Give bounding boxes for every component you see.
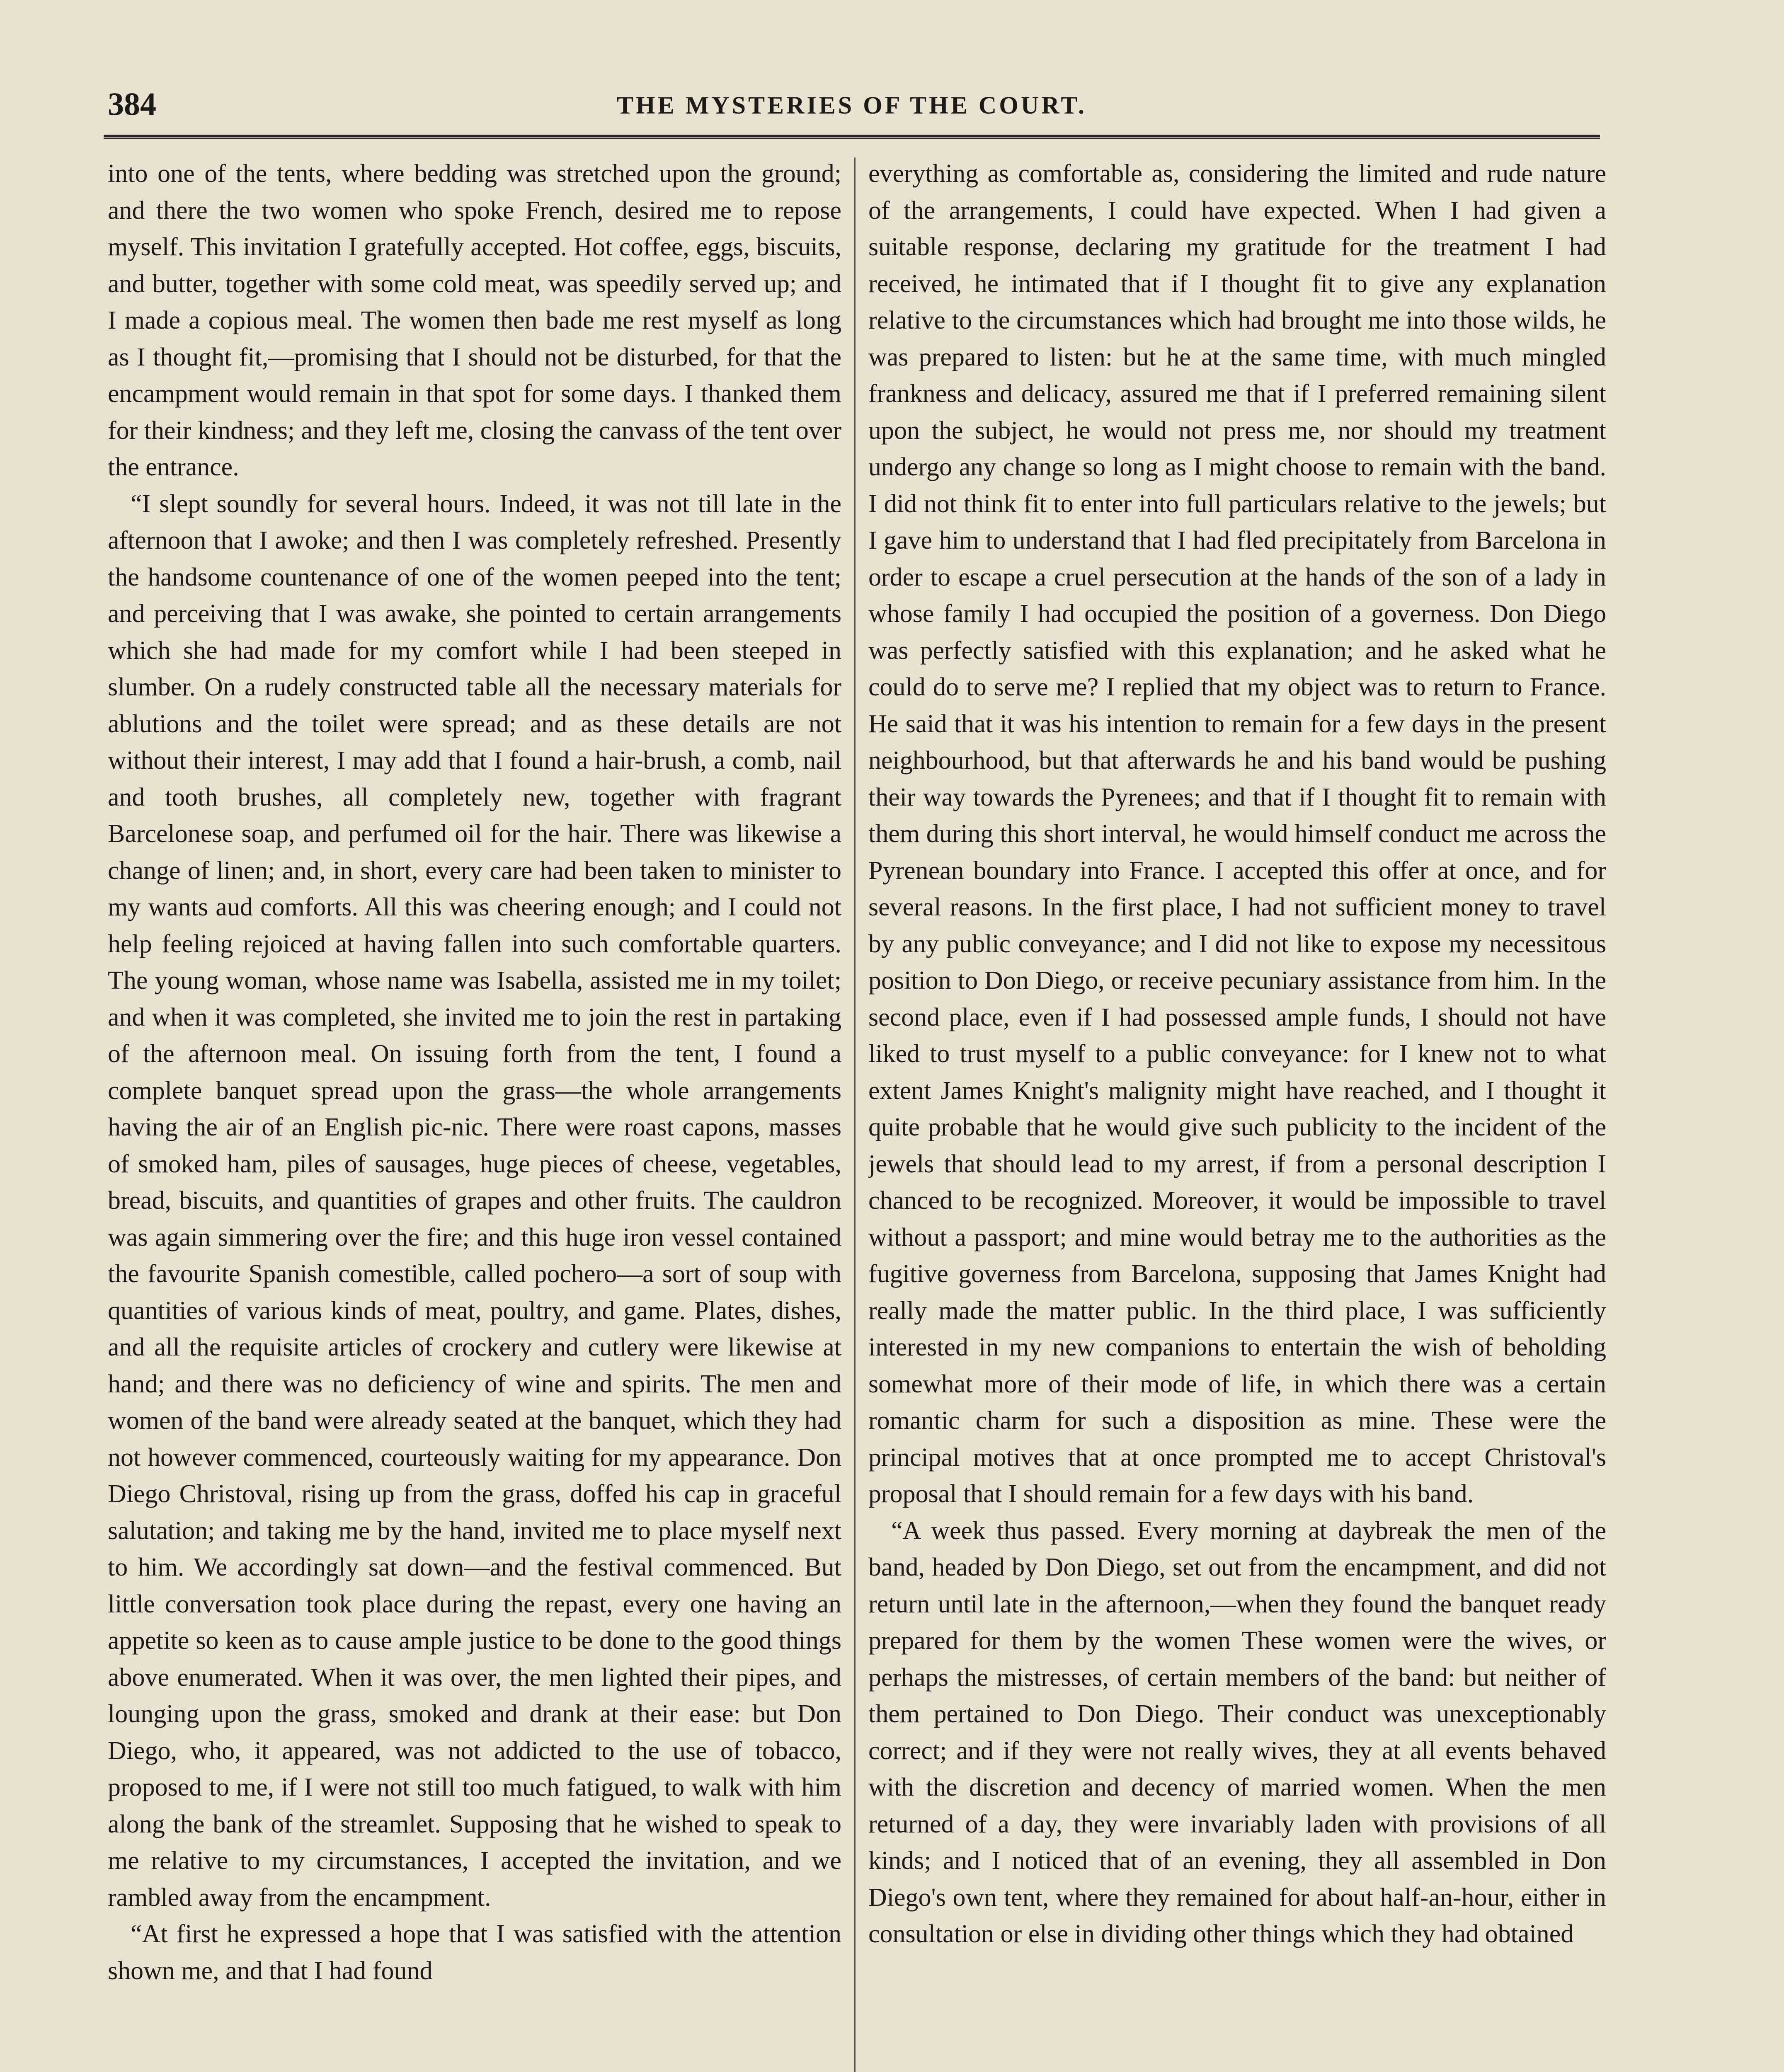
page-number: 384 [108,86,156,122]
paragraph: “At first he expressed a hope that I was satisfied with the attention shown me, and that I had found [108,1920,841,1985]
column-divider [854,157,856,2072]
page-header [108,78,1596,128]
paragraph: “A week thus passed. Every morning at daybreak the men of the band, headed by Don Diego, set out from the encampment, and did not return until late in the afternoon,—when they found the banquet ready prepared for them by the women These women were the wives, or perhaps the mistresses, of certain members of the band: but neither of them pertained to Don Diego. Their conduct was unexceptionably correct; and if they were not really wives, they at all events behaved with the discretion and decency of married women. When the men returned of a day, they were invariably laden with provisions of all kinds; and I noticed that of an evening, they all assembled in Don Diego's own tent, where they remained for about half-an-hour, either in consultation or else in dividing other things which they had obtained [868,1516,1606,1948]
paragraph: “I slept soundly for several hours. Indeed, it was not till late in the afternoon that I awoke; and then I was completely refreshed. Presently the handsome countenance of one of the women peeped into the tent; and perceiving that I was awake, she pointed to certain arrangements which she had made for my comfort while I had been steeped in slumber. On a rudely constructed table all the necessary materials for ablutions and the toilet were spread; and as these details are not without their interest, I may add that I found a hair-brush, a comb, nail and tooth brushes, all completely new, together with fragrant Barcelonese soap, and perfumed oil for the hair. There was likewise a change of linen; and, in short, every care had been taken to minister to my wants aud comforts. All this was cheering enough; and I could not help feeling rejoiced at having fallen into such comfortable quarters. The young woman, whose name was Isabella, assisted me in my toilet; and when it was completed, she invited me to join the rest in partaking of the afternoon meal. On issuing forth from the tent, I found a complete banquet spread upon the grass—the whole arrangements having the air of an English pic-nic. There were roast capons, masses of smoked ham, piles of sausages, huge pieces of cheese, vegetables, bread, biscuits, and quantities of grapes and other fruits. The cauldron was again simmering over the fire; and this huge iron vessel contained the favourite Spanish comestible, called pochero—a sort of soup with quantities of various kinds of meat, poultry, and game. Plates, dishes, and all the requisite articles of crockery and cutlery were likewise at hand; and there was no deficiency of wine and spirits. The men and women of the band were already seated at the banquet, which they had not however commenced, courteously waiting for my appearance. Don Diego Christoval, rising up from the grass, doffed his cap in graceful salutation; and taking me by the hand, invited me to place myself next to him. We accordingly sat down—and the festival commenced. But little conversation took place during the repast, every one having an appetite so keen as to cause ample justice to be done to the good things above enumerated. When it was over, the men lighted their pipes, and lounging upon the grass, smoked and drank at their ease: but Don Diego, who, it appeared, was not addicted to the use of tobacco, proposed to me, if I were not still too much fatigued, to walk with him along the bank of the streamlet. Supposing that he wished to speak to me relative to my circumstances, I accepted the invitation, and we rambled away from the encampment. [108,489,841,1912]
header-rule [104,135,1600,139]
paragraph: everything as comfortable as, considering the limited and rude nature of the arrangements, I could have expected. When I had given a suitable response, declaring my gratitude for the treatment I had received, he intimated that if I thought fit to give any explanation relative to the circumstances which had brought me into those wilds, he was prepared to listen: but he at the same time, with much mingled frankness and delicacy, assured me that if I preferred remaining silent upon the subject, he would not press me, nor should my treatment undergo any change so long as I might choose to remain with the band. I did not think fit to enter into full particulars relative to the jewels; but I gave him to understand that I had fled precipitately from Barcelona in order to escape a cruel persecution at the hands of the son of a lady in whose family I had occupied the position of a governess. Don Diego was perfectly satisfied with this explanation; and he asked what he could do to serve me? I replied that my object was to return to France. He said that it was his intention to remain for a few days in the present neighbourhood, but that afterwards he and his band would be pushing their way towards the Pyrenees; and that if I thought fit to remain with them during this short interval, he would himself conduct me across the Pyrenean boundary into France. I accepted this offer at once, and for several reasons. In the first place, I had not sufficient money to travel by any public conveyance; and I did not like to expose my necessitous position to Don Diego, or receive pecuniary assistance from him. In the second place, even if I had possessed ample funds, I should not have liked to trust myself to a public conveyance: for I knew not to what extent James Knight's malignity might have reached, and I thought it quite probable that he would give such publicity to the incident of the jewels that should lead to my arrest, if from a personal description I chanced to be recognized. Moreover, it would be impossible to travel without a passport; and mine would betray me to the authorities as the fugitive governess from Barcelona, supposing that James Knight had really made the matter public. In the third place, I was sufficiently interested in my new companions to entertain the wish of beholding somewhat more of their mode of life, in which there was a certain romantic charm for such a disposition as mine. These were the principal motives that at once prompted me to accept Christoval's proposal that I should remain for a few days with his band. [868,160,1606,1508]
left-column [108,155,841,2072]
running-title: THE MYSTERIES OF THE COURT. [617,92,1087,119]
paragraph: into one of the tents, where bedding was stretched upon the ground; and there the two women who spoke French, desired me to repose myself. This invitation I gratefully accepted. Hot coffee, eggs, biscuits, and butter, together with some cold meat, was speedily served up; and I made a copious meal. The women then bade me rest myself as long as I thought fit,—promising that I should not be disturbed, for that the encampment would remain in that spot for some days. I thanked them for their kindness; and they left me, closing the canvass of the tent over the entrance. [108,160,841,481]
right-column [868,155,1606,2072]
